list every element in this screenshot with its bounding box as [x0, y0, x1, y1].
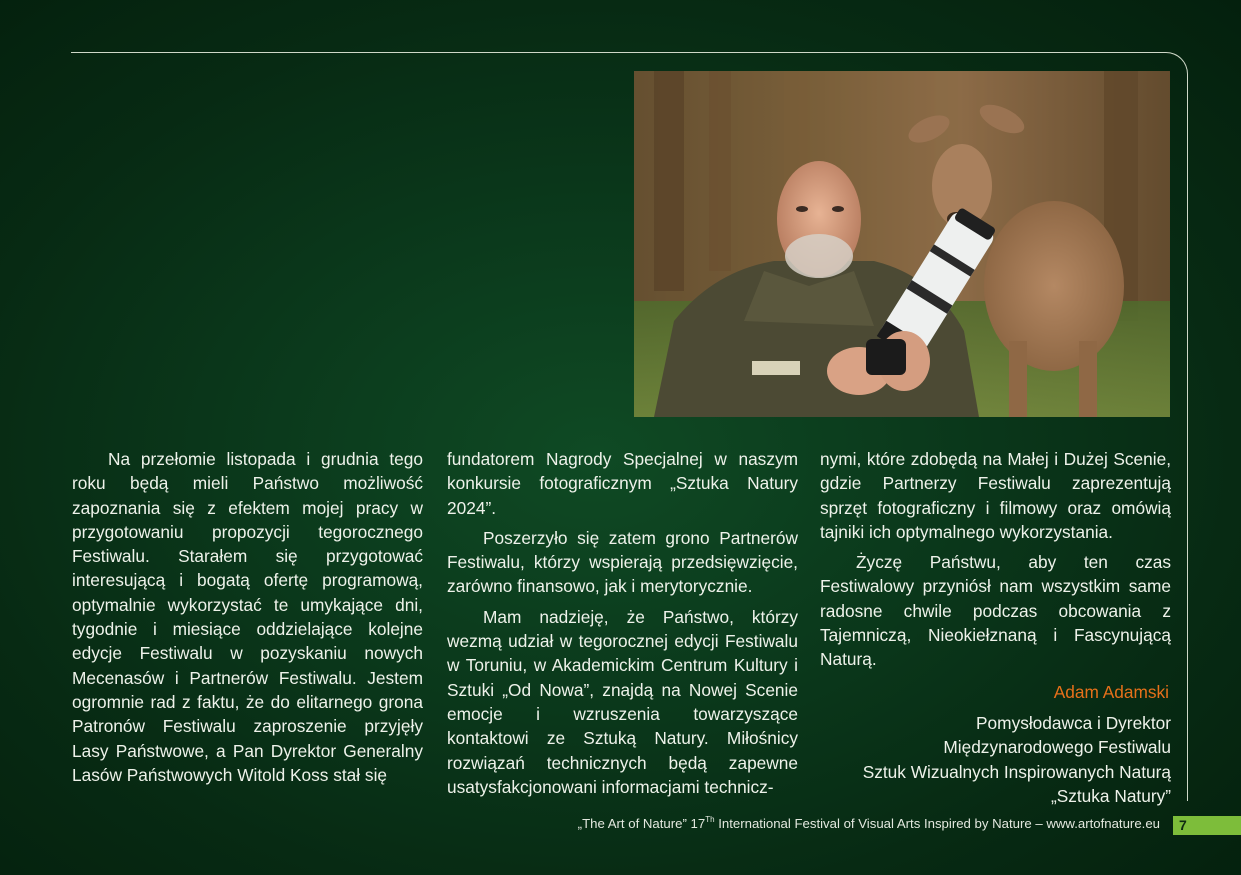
text-column-1: [72, 447, 423, 787]
text-column-3: [820, 447, 1171, 808]
top-border-line: [71, 52, 1166, 53]
photographer-with-deer-photo: [634, 71, 1170, 417]
footer-caption: [470, 816, 1160, 831]
footer-text-end: International Festival of Visual Arts Inspired by Nature – www.artofnature.eu: [714, 816, 1160, 831]
paragraph: Na przełomie listopada i grudnia tego roku będą mieli Państwo możliwość zapoznania się z efektem mojej pracy w przygotowaniu propozycji tegorocznego Festiwalu. Starałem się przygotować interesującą i bogatą ofertę programową, optymalnie wykorzystać te umykające dni, tygodnie i miesiące oddzielające kolejne edycje Festiwalu w pozyskaniu nowych Mecenasów i Partnerów Festiwalu. Jestem ogromnie rad z faktu, że do elitarnego grona Patronów Festiwalu zaproszenie przyjęły Lasy Państwowe, a Pan Dyrektor Generalny Lasów Państwowych Witold Koss stał się: [72, 449, 423, 785]
paragraph: nymi, które zdobędą na Małej i Dużej Scenie, gdzie Partnerzy Festiwalu zaprezentują sprzęt fotograficzny i filmowy oraz omówią tajniki ich optymalnego wykorzystania.: [820, 449, 1171, 542]
paragraph: Poszerzyło się zatem grono Partnerów Festiwalu, którzy wspierają przedsięwzięcie, zarówno finansowo, jak i merytorycznie.: [447, 527, 798, 597]
role-line: Sztuk Wizualnych Inspirowanych Naturą: [862, 761, 1171, 782]
signature-name: Adam Adamski: [1053, 681, 1169, 702]
text-column-2: [447, 447, 798, 799]
footer-superscript: Th: [705, 815, 715, 824]
role-line: „Sztuka Natury”: [1050, 785, 1171, 806]
paragraph: fundatorem Nagrody Specjalnej w naszym konkursie fotograficznym „Sztuka Natury 2024”.: [447, 449, 798, 518]
right-border-line: [1187, 81, 1188, 801]
paragraph: Mam nadzieję, że Państwo, którzy wezmą udział w tegorocznej edycji Festiwalu w Toruniu, w Akademickim Centrum Kultury i Sztuki „Od Nowa”, znajdą na Nowej Scenie emocje i wzruszenia towarzyszące kontaktowi ze Sztuką Natury. Miłośnicy rozwiązań technicznych będą zapewne usatysfakcjonowani informacjami technicz-: [447, 606, 798, 797]
role-line: Międzynarodowego Festiwalu: [943, 737, 1171, 758]
page-number: 7: [1179, 817, 1187, 833]
signature-role: [820, 711, 1171, 808]
footer-text-start: „The Art of Nature” 17: [577, 816, 706, 831]
role-line: Pomysłodawca i Dyrektor: [976, 712, 1171, 733]
paragraph: Życzę Państwu, aby ten czas Festiwalowy przyniósł nam wszystkim same radosne chwile podczas obcowania z Tajemniczą, Nieokiełznaną i Fascynującą Naturą.: [820, 552, 1171, 670]
